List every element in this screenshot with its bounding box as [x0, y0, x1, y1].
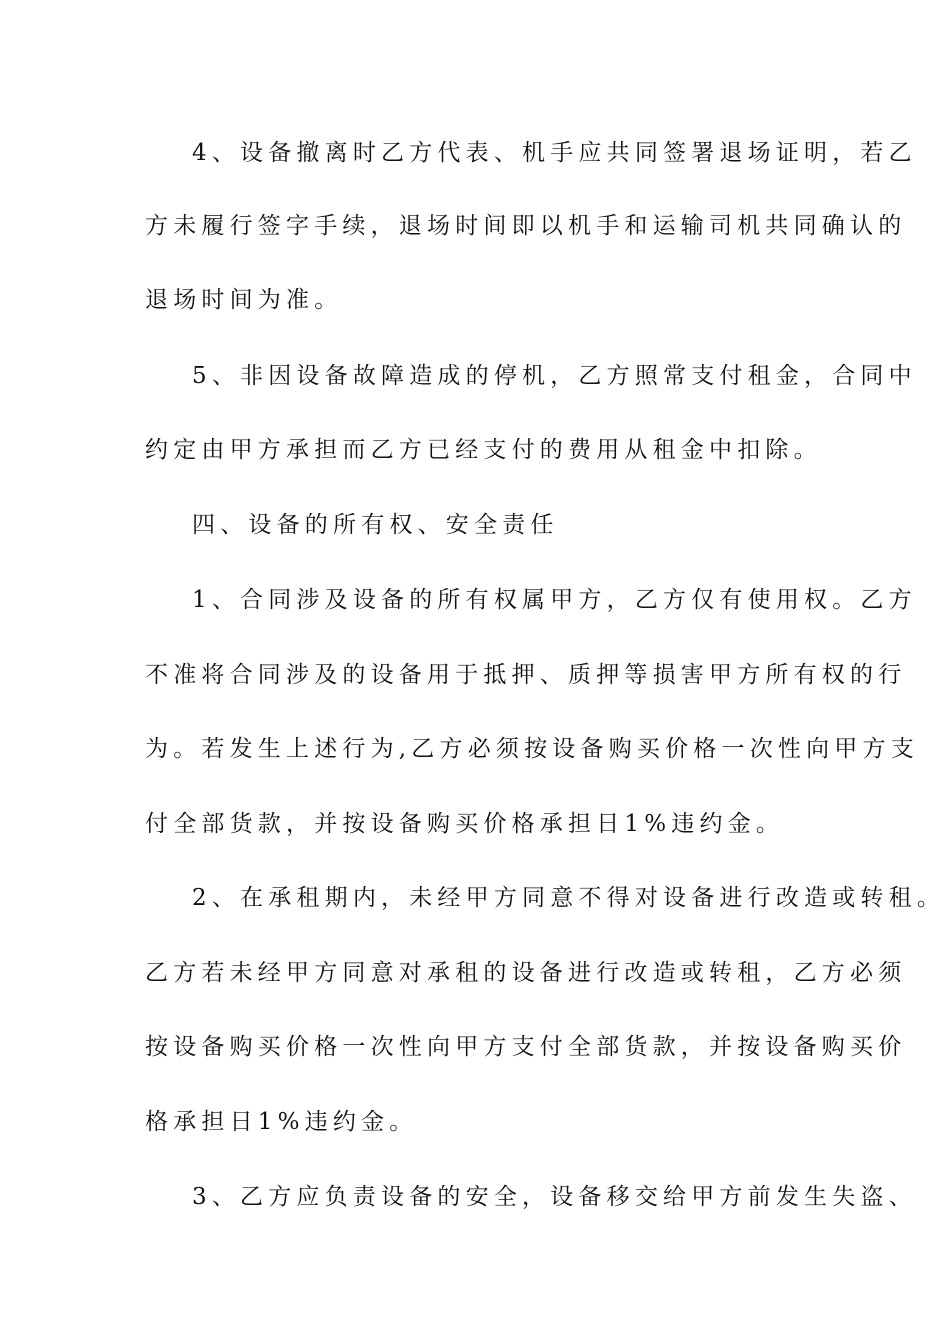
section-clause-2-line-4: 格承担日1%违约金。 — [145, 1109, 418, 1135]
section-clause-2-line-2: 乙方若未经甲方同意对承租的设备进行改造或转租，乙方必须 — [145, 960, 907, 986]
section-heading: 四、设备的所有权、安全责任 — [192, 512, 559, 538]
clause-4-line-3: 退场时间为准。 — [145, 287, 343, 313]
section-clause-3-line-1: 3、乙方应负责设备的安全，设备移交给甲方前发生失盗、 — [192, 1184, 917, 1210]
section-clause-1-line-4: 付全部货款，并按设备购买价格承担日1%违约金。 — [145, 811, 785, 837]
clause-5-line-2: 约定由甲方承担而乙方已经支付的费用从租金中扣除。 — [145, 437, 822, 463]
clause-4-line-1: 4、设备撤离时乙方代表、机手应共同签署退场证明，若乙 — [192, 140, 917, 166]
section-clause-1-line-1: 1、合同涉及设备的所有权属甲方，乙方仅有使用权。乙方 — [192, 587, 917, 613]
section-clause-2-line-1: 2、在承租期内，未经甲方同意不得对设备进行改造或转租。 — [192, 885, 946, 911]
section-clause-1-line-2: 不准将合同涉及的设备用于抵押、质押等损害甲方所有权的行 — [145, 662, 907, 688]
section-clause-1-line-3: 为。若发生上述行为,乙方必须按设备购买价格一次性向甲方支 — [145, 736, 919, 762]
section-clause-2-line-3: 按设备购买价格一次性向甲方支付全部货款，并按设备购买价 — [145, 1034, 907, 1060]
clause-5-line-1: 5、非因设备故障造成的停机，乙方照常支付租金，合同中 — [192, 363, 917, 389]
clause-4-line-2: 方未履行签字手续，退场时间即以机手和运输司机共同确认的 — [145, 213, 907, 239]
